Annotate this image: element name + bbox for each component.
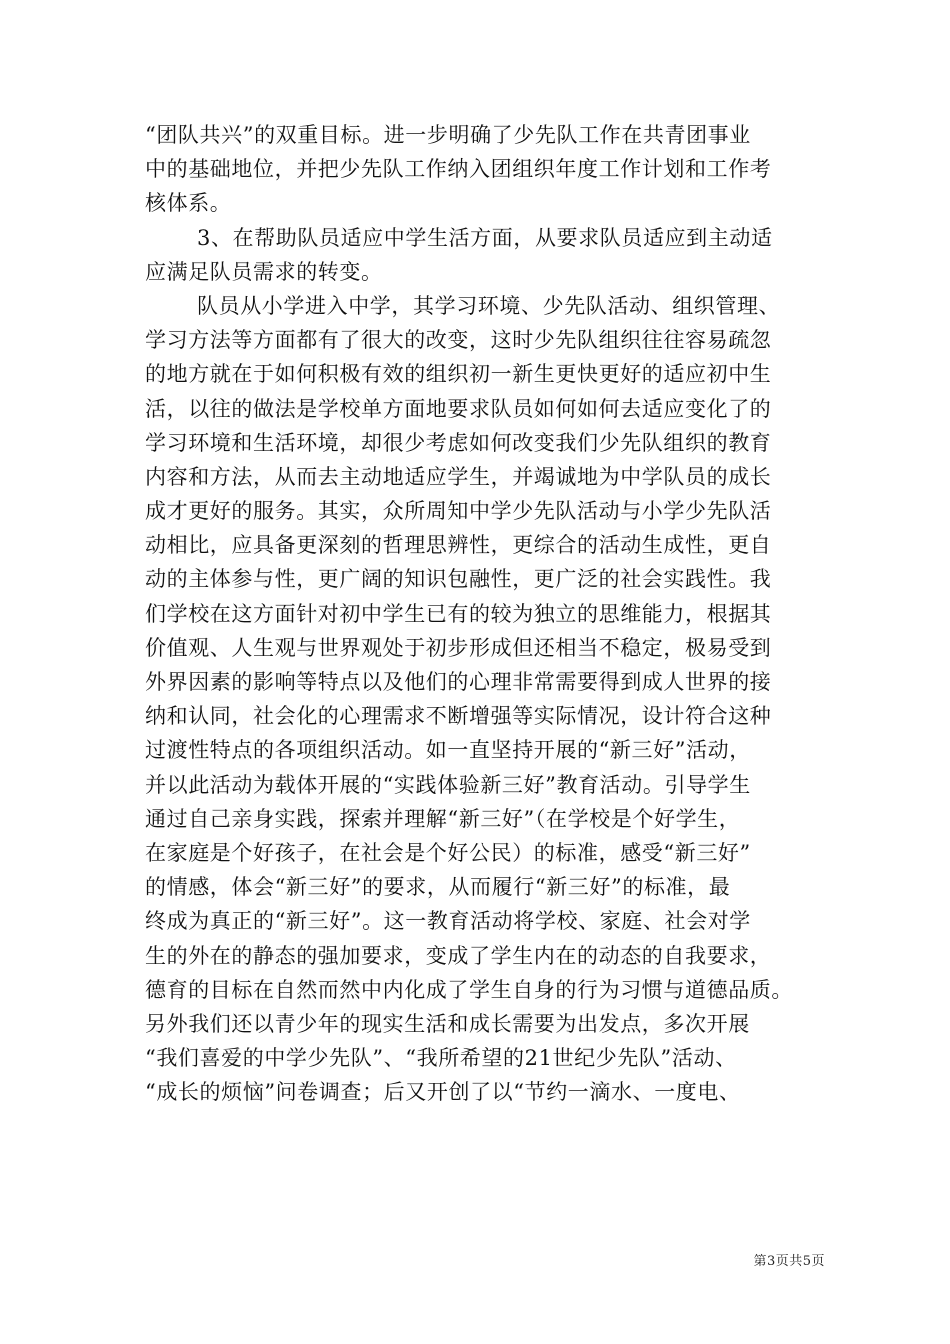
text-line: 内容和方法，从而去主动地适应学生，并竭诚地为中学队员的成长 [145, 464, 772, 489]
text-line: 成才更好的服务。其实，众所周知中学少先队活动与小学少先队活 [145, 499, 772, 524]
text-line: 学习方法等方面都有了很大的改变，这时少先队组织往往容易疏忽 [145, 328, 772, 353]
text-line: 并以此活动为载体开展的“实践体验新三好”教育活动。引导学生 [145, 772, 751, 797]
text-line: 们学校在这方面针对初中学生已有的较为独立的思维能力，根据其 [145, 601, 772, 626]
text-line: “团队共兴”的双重目标。进一步明确了少先队工作在共青团事业 [145, 123, 751, 147]
text-line: 学习环境和生活环境，却很少考虑如何改变我们少先队组织的教育 [145, 430, 772, 455]
text-line: 终成为真正的“新三好”。这一教育活动将学校、家庭、社会对学 [145, 909, 751, 934]
text-line: 德育的目标在自然而然中内化成了学生自身的行为习惯与道德品质。 [145, 977, 793, 1002]
text-line: 通过自己亲身实践，探索并理解“新三好”（在学校是个好学生， [145, 806, 741, 831]
text-line: 中的基础地位，并把少先队工作纳入团组织年度工作计划和工作考 [145, 157, 772, 182]
text-line: 的地方就在于如何积极有效的组织初一新生更快更好的适应初中生 [145, 362, 772, 387]
text-line: 在家庭是个好孩子，在社会是个好公民）的标准，感受“新三好” [145, 840, 751, 865]
text-line: 的情感，体会“新三好”的要求，从而履行“新三好”的标准，最 [145, 875, 731, 900]
text-line: 应满足队员需求的转变。 [145, 259, 383, 284]
text-line: “成长的烦恼”问卷调查；后又开创了以“节约一滴水、一度电、 [145, 1080, 741, 1105]
text-line: “我们喜爱的中学少先队”、“我所希望的21世纪少先队”活动、 [145, 1046, 737, 1071]
text-line: 过渡性特点的各项组织活动。如一直坚持开展的“新三好”活动， [145, 738, 751, 763]
text-line: 核体系。 [145, 191, 232, 216]
text-line: 3、在帮助队员适应中学生活方面，从要求队员适应到主动适 [197, 225, 773, 250]
text-line: 队员从小学进入中学，其学习环境、少先队活动、组织管理、 [197, 293, 781, 318]
text-line: 外界因素的影响等特点以及他们的心理非常需要得到成人世界的接 [145, 670, 772, 694]
text-line: 动相比，应具备更深刻的哲理思辨性，更综合的活动生成性，更自 [145, 533, 772, 558]
text-line: 动的主体参与性，更广阔的知识包融性，更广泛的社会实践性。我 [145, 567, 772, 592]
text-line: 价值观、人生观与世界观处于初步形成但还相当不稳定，极易受到 [145, 635, 772, 660]
page-number: 第3页共5页 [753, 1254, 825, 1269]
text-line: 活，以往的做法是学校单方面地要求队员如何如何去适应变化了的 [145, 396, 772, 421]
text-line: 生的外在的静态的强加要求，变成了学生内在的动态的自我要求， [145, 943, 772, 968]
text-line: 另外我们还以青少年的现实生活和成长需要为出发点，多次开展 [145, 1011, 750, 1036]
body-text [145, 118, 825, 1109]
text-line: 纳和认同，社会化的心理需求不断增强等实际情况，设计符合这种 [145, 704, 772, 729]
